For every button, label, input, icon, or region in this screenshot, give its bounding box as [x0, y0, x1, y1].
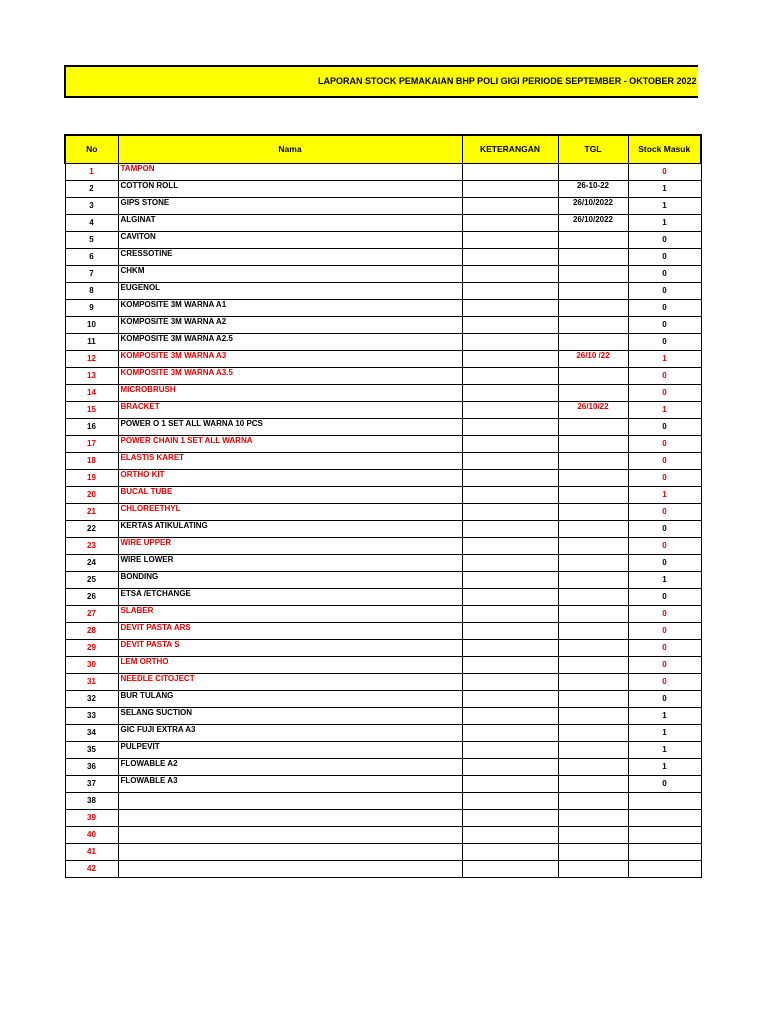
row-number-cell: 6 — [65, 248, 118, 265]
keterangan-cell — [462, 282, 558, 299]
item-name-cell: KOMPOSITE 3M WARNA A3.5 — [118, 367, 462, 384]
date-cell — [558, 520, 628, 537]
row-number-cell: 1 — [65, 163, 118, 180]
table-row — [65, 316, 701, 333]
date-cell: 26/10/2022 — [558, 214, 628, 231]
date-cell — [558, 486, 628, 503]
stock-masuk-cell: 1 — [628, 571, 701, 588]
row-number-cell: 41 — [65, 843, 118, 860]
item-name-cell: ELASTIS KARET — [118, 452, 462, 469]
table-row — [65, 724, 701, 741]
stock-masuk-cell — [628, 792, 701, 809]
keterangan-cell — [462, 231, 558, 248]
table-row — [65, 554, 701, 571]
row-number-cell: 30 — [65, 656, 118, 673]
row-number-cell: 28 — [65, 622, 118, 639]
date-cell — [558, 265, 628, 282]
stock-masuk-cell: 0 — [628, 622, 701, 639]
item-name-cell: CHLOREETHYL — [118, 503, 462, 520]
item-name-cell: TAMPON — [118, 163, 462, 180]
column-header-tgl: TGL — [558, 135, 628, 163]
stock-masuk-cell: 0 — [628, 299, 701, 316]
stock-masuk-cell: 0 — [628, 775, 701, 792]
row-number-cell: 17 — [65, 435, 118, 452]
stock-masuk-cell: 1 — [628, 214, 701, 231]
item-name-cell: KERTAS ATIKULATING — [118, 520, 462, 537]
stock-table — [64, 134, 702, 878]
table-row — [65, 673, 701, 690]
date-cell — [558, 656, 628, 673]
keterangan-cell — [462, 265, 558, 282]
keterangan-cell — [462, 452, 558, 469]
keterangan-cell — [462, 418, 558, 435]
row-number-cell: 9 — [65, 299, 118, 316]
item-name-cell: COTTON ROLL — [118, 180, 462, 197]
date-cell — [558, 503, 628, 520]
keterangan-cell — [462, 724, 558, 741]
stock-masuk-cell: 1 — [628, 741, 701, 758]
date-cell — [558, 792, 628, 809]
stock-masuk-cell: 1 — [628, 758, 701, 775]
row-number-cell: 18 — [65, 452, 118, 469]
date-cell — [558, 605, 628, 622]
row-number-cell: 24 — [65, 554, 118, 571]
table-row — [65, 588, 701, 605]
row-number-cell: 19 — [65, 469, 118, 486]
table-row — [65, 571, 701, 588]
stock-masuk-cell: 0 — [628, 333, 701, 350]
table-row — [65, 282, 701, 299]
row-number-cell: 38 — [65, 792, 118, 809]
keterangan-cell — [462, 775, 558, 792]
date-cell: 26/10/2022 — [558, 197, 628, 214]
item-name-cell — [118, 792, 462, 809]
table-row — [65, 231, 701, 248]
item-name-cell: WIRE LOWER — [118, 554, 462, 571]
item-name-cell: PULPEVIT — [118, 741, 462, 758]
stock-masuk-cell: 0 — [628, 316, 701, 333]
table-row — [65, 265, 701, 282]
keterangan-cell — [462, 316, 558, 333]
table-row — [65, 163, 701, 180]
table-row — [65, 214, 701, 231]
row-number-cell: 21 — [65, 503, 118, 520]
keterangan-cell — [462, 248, 558, 265]
keterangan-cell — [462, 860, 558, 877]
table-header-row — [65, 135, 701, 163]
stock-masuk-cell: 1 — [628, 707, 701, 724]
item-name-cell: KOMPOSITE 3M WARNA A2.5 — [118, 333, 462, 350]
report-title: LAPORAN STOCK PEMAKAIAN BHP POLI GIGI PERIODE SEPTEMBER - OKTOBER 2022 — [318, 76, 697, 86]
row-number-cell: 12 — [65, 350, 118, 367]
date-cell: 26/10/22 — [558, 401, 628, 418]
table-row — [65, 503, 701, 520]
table-row — [65, 690, 701, 707]
row-number-cell: 15 — [65, 401, 118, 418]
table-row — [65, 741, 701, 758]
column-header-stock-masuk: Stock Masuk — [628, 135, 701, 163]
row-number-cell: 42 — [65, 860, 118, 877]
item-name-cell: WIRE UPPER — [118, 537, 462, 554]
stock-masuk-cell: 0 — [628, 435, 701, 452]
date-cell — [558, 537, 628, 554]
date-cell — [558, 809, 628, 826]
row-number-cell: 36 — [65, 758, 118, 775]
keterangan-cell — [462, 503, 558, 520]
date-cell — [558, 860, 628, 877]
keterangan-cell — [462, 401, 558, 418]
keterangan-cell — [462, 180, 558, 197]
row-number-cell: 37 — [65, 775, 118, 792]
row-number-cell: 29 — [65, 639, 118, 656]
table-row — [65, 605, 701, 622]
table-row — [65, 469, 701, 486]
keterangan-cell — [462, 486, 558, 503]
stock-masuk-cell: 0 — [628, 231, 701, 248]
row-number-cell: 8 — [65, 282, 118, 299]
item-name-cell: BUCAL TUBE — [118, 486, 462, 503]
stock-masuk-cell — [628, 809, 701, 826]
item-name-cell: BRACKET — [118, 401, 462, 418]
row-number-cell: 5 — [65, 231, 118, 248]
date-cell — [558, 418, 628, 435]
stock-masuk-cell: 0 — [628, 367, 701, 384]
stock-masuk-cell: 1 — [628, 197, 701, 214]
row-number-cell: 33 — [65, 707, 118, 724]
table-row — [65, 418, 701, 435]
item-name-cell — [118, 843, 462, 860]
stock-masuk-cell: 0 — [628, 537, 701, 554]
stock-masuk-cell — [628, 843, 701, 860]
table-row — [65, 707, 701, 724]
date-cell — [558, 435, 628, 452]
row-number-cell: 32 — [65, 690, 118, 707]
keterangan-cell — [462, 520, 558, 537]
date-cell — [558, 163, 628, 180]
table-row — [65, 860, 701, 877]
row-number-cell: 20 — [65, 486, 118, 503]
table-row — [65, 248, 701, 265]
date-cell — [558, 622, 628, 639]
table-row — [65, 520, 701, 537]
keterangan-cell — [462, 163, 558, 180]
keterangan-cell — [462, 673, 558, 690]
item-name-cell: EUGENOL — [118, 282, 462, 299]
row-number-cell: 25 — [65, 571, 118, 588]
item-name-cell: SELANG SUCTION — [118, 707, 462, 724]
item-name-cell: KOMPOSITE 3M WARNA A3 — [118, 350, 462, 367]
stock-masuk-cell: 0 — [628, 639, 701, 656]
keterangan-cell — [462, 843, 558, 860]
date-cell: 26-10-22 — [558, 180, 628, 197]
table-row — [65, 537, 701, 554]
stock-masuk-cell: 1 — [628, 350, 701, 367]
row-number-cell: 23 — [65, 537, 118, 554]
table-row — [65, 656, 701, 673]
row-number-cell: 2 — [65, 180, 118, 197]
item-name-cell — [118, 826, 462, 843]
row-number-cell: 11 — [65, 333, 118, 350]
date-cell — [558, 554, 628, 571]
stock-masuk-cell — [628, 826, 701, 843]
keterangan-cell — [462, 554, 558, 571]
stock-masuk-cell: 0 — [628, 673, 701, 690]
keterangan-cell — [462, 435, 558, 452]
date-cell — [558, 758, 628, 775]
row-number-cell: 16 — [65, 418, 118, 435]
date-cell — [558, 724, 628, 741]
date-cell — [558, 639, 628, 656]
keterangan-cell — [462, 792, 558, 809]
item-name-cell: ORTHO KIT — [118, 469, 462, 486]
stock-masuk-cell: 0 — [628, 469, 701, 486]
table-row — [65, 775, 701, 792]
stock-masuk-cell: 1 — [628, 180, 701, 197]
stock-masuk-cell: 0 — [628, 520, 701, 537]
table-row — [65, 180, 701, 197]
table-row — [65, 333, 701, 350]
item-name-cell: SLABER — [118, 605, 462, 622]
keterangan-cell — [462, 707, 558, 724]
item-name-cell — [118, 809, 462, 826]
table-body — [65, 163, 701, 877]
item-name-cell: KOMPOSITE 3M WARNA A2 — [118, 316, 462, 333]
stock-masuk-cell: 0 — [628, 452, 701, 469]
date-cell — [558, 231, 628, 248]
item-name-cell: DEVIT PASTA S — [118, 639, 462, 656]
report-title-bar — [64, 65, 698, 98]
item-name-cell: BUR TULANG — [118, 690, 462, 707]
table-row — [65, 639, 701, 656]
item-name-cell: POWER O 1 SET ALL WARNA 10 PCS — [118, 418, 462, 435]
table-row — [65, 367, 701, 384]
item-name-cell: LEM ORTHO — [118, 656, 462, 673]
row-number-cell: 39 — [65, 809, 118, 826]
keterangan-cell — [462, 690, 558, 707]
item-name-cell: KOMPOSITE 3M WARNA A1 — [118, 299, 462, 316]
row-number-cell: 31 — [65, 673, 118, 690]
table-row — [65, 435, 701, 452]
column-header-keterangan: KETERANGAN — [462, 135, 558, 163]
date-cell — [558, 452, 628, 469]
table-row — [65, 452, 701, 469]
stock-masuk-cell: 1 — [628, 724, 701, 741]
keterangan-cell — [462, 299, 558, 316]
table-row — [65, 350, 701, 367]
table-row — [65, 843, 701, 860]
table-row — [65, 486, 701, 503]
stock-masuk-cell: 0 — [628, 418, 701, 435]
stock-masuk-cell: 0 — [628, 503, 701, 520]
row-number-cell: 13 — [65, 367, 118, 384]
keterangan-cell — [462, 197, 558, 214]
keterangan-cell — [462, 384, 558, 401]
table-row — [65, 197, 701, 214]
keterangan-cell — [462, 537, 558, 554]
row-number-cell: 27 — [65, 605, 118, 622]
item-name-cell: DEVIT PASTA ARS — [118, 622, 462, 639]
stock-masuk-cell: 0 — [628, 690, 701, 707]
keterangan-cell — [462, 741, 558, 758]
keterangan-cell — [462, 469, 558, 486]
date-cell — [558, 673, 628, 690]
keterangan-cell — [462, 639, 558, 656]
item-name-cell: NEEDLE CITOJECT — [118, 673, 462, 690]
date-cell — [558, 571, 628, 588]
stock-masuk-cell — [628, 860, 701, 877]
item-name-cell: GIPS STONE — [118, 197, 462, 214]
row-number-cell: 4 — [65, 214, 118, 231]
item-name-cell: ALGINAT — [118, 214, 462, 231]
item-name-cell: ETSA /ETCHANGE — [118, 588, 462, 605]
date-cell — [558, 588, 628, 605]
item-name-cell: BONDING — [118, 571, 462, 588]
stock-masuk-cell: 0 — [628, 588, 701, 605]
row-number-cell: 10 — [65, 316, 118, 333]
column-header-no: No — [65, 135, 118, 163]
keterangan-cell — [462, 333, 558, 350]
item-name-cell: FLOWABLE A2 — [118, 758, 462, 775]
keterangan-cell — [462, 826, 558, 843]
table-row — [65, 401, 701, 418]
stock-masuk-cell: 0 — [628, 163, 701, 180]
date-cell — [558, 299, 628, 316]
table-row — [65, 299, 701, 316]
row-number-cell: 7 — [65, 265, 118, 282]
keterangan-cell — [462, 367, 558, 384]
table-row — [65, 809, 701, 826]
date-cell — [558, 741, 628, 758]
row-number-cell: 26 — [65, 588, 118, 605]
item-name-cell: GIC FUJI EXTRA A3 — [118, 724, 462, 741]
row-number-cell: 35 — [65, 741, 118, 758]
item-name-cell — [118, 860, 462, 877]
column-header-nama: Nama — [118, 135, 462, 163]
date-cell — [558, 384, 628, 401]
item-name-cell: POWER CHAIN 1 SET ALL WARNA — [118, 435, 462, 452]
keterangan-cell — [462, 214, 558, 231]
stock-masuk-cell: 1 — [628, 401, 701, 418]
keterangan-cell — [462, 588, 558, 605]
table-row — [65, 758, 701, 775]
table-row — [65, 792, 701, 809]
item-name-cell: CHKM — [118, 265, 462, 282]
date-cell — [558, 282, 628, 299]
table-row — [65, 826, 701, 843]
row-number-cell: 3 — [65, 197, 118, 214]
item-name-cell: FLOWABLE A3 — [118, 775, 462, 792]
keterangan-cell — [462, 605, 558, 622]
row-number-cell: 40 — [65, 826, 118, 843]
keterangan-cell — [462, 350, 558, 367]
date-cell — [558, 316, 628, 333]
stock-masuk-cell: 1 — [628, 486, 701, 503]
item-name-cell: CRESSOTINE — [118, 248, 462, 265]
date-cell — [558, 707, 628, 724]
table-row — [65, 384, 701, 401]
keterangan-cell — [462, 622, 558, 639]
date-cell — [558, 690, 628, 707]
date-cell — [558, 469, 628, 486]
date-cell — [558, 826, 628, 843]
date-cell — [558, 367, 628, 384]
row-number-cell: 34 — [65, 724, 118, 741]
stock-masuk-cell: 0 — [628, 265, 701, 282]
stock-masuk-cell: 0 — [628, 656, 701, 673]
keterangan-cell — [462, 571, 558, 588]
item-name-cell: CAVITON — [118, 231, 462, 248]
date-cell — [558, 775, 628, 792]
keterangan-cell — [462, 809, 558, 826]
keterangan-cell — [462, 656, 558, 673]
keterangan-cell — [462, 758, 558, 775]
row-number-cell: 14 — [65, 384, 118, 401]
item-name-cell: MICROBRUSH — [118, 384, 462, 401]
stock-masuk-cell: 0 — [628, 282, 701, 299]
stock-masuk-cell: 0 — [628, 554, 701, 571]
date-cell — [558, 843, 628, 860]
table-row — [65, 622, 701, 639]
stock-masuk-cell: 0 — [628, 384, 701, 401]
row-number-cell: 22 — [65, 520, 118, 537]
date-cell — [558, 333, 628, 350]
date-cell: 26/10 /22 — [558, 350, 628, 367]
date-cell — [558, 248, 628, 265]
stock-masuk-cell: 0 — [628, 248, 701, 265]
stock-masuk-cell: 0 — [628, 605, 701, 622]
